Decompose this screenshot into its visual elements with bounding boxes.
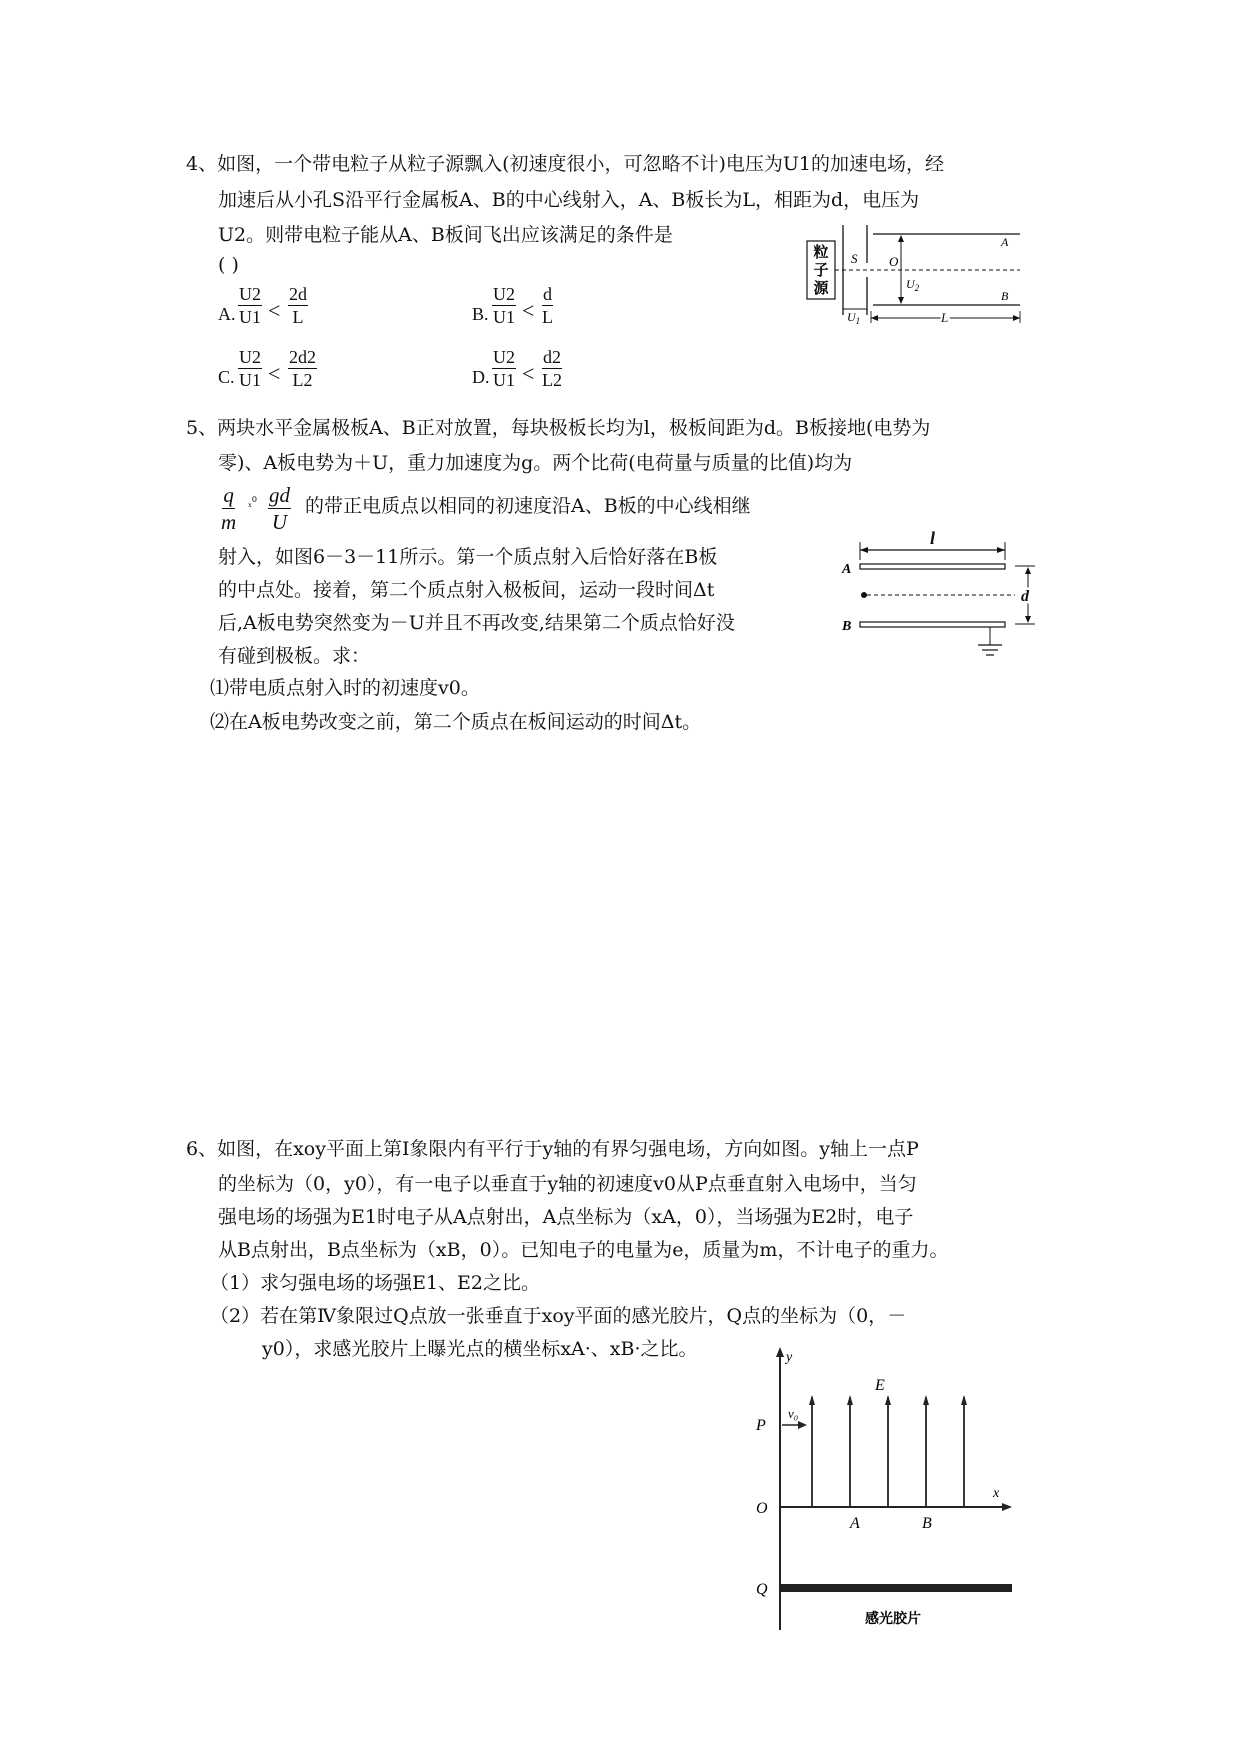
q4-option-a-frac1 [238, 284, 262, 327]
label-e: E [875, 1377, 885, 1394]
l-arrow-left [860, 547, 868, 553]
frac-numerator: U2 [493, 347, 515, 367]
q4-option-b-label: B. [472, 304, 489, 324]
q5-line-3: 的带正电质点以相同的初速度沿A、B板的中心线相继 [305, 495, 751, 517]
label-p: P [756, 1417, 766, 1434]
label-l: l [930, 530, 936, 548]
q5-sub-question-1: ⑴带电质点射入时的初速度v0。 [210, 677, 480, 699]
u2-arrow-head-up [898, 235, 904, 242]
q4-line-2: 加速后从小孔S沿平行金属板A、B的中心线射入，A、B板长为L，相距为d，电压为 [218, 189, 920, 211]
l-arrow-right [997, 547, 1005, 553]
v0-arrow-head [798, 1421, 807, 1429]
photo-film [780, 1584, 1012, 1592]
q5-gd-over-u [268, 483, 291, 534]
plate-b [860, 622, 1005, 627]
d-arrow-up [1025, 567, 1031, 574]
frac-denominator: L [542, 307, 553, 327]
label-y: y [786, 1350, 793, 1365]
q6-line-1: 6、如图，在xoy平面上第Ⅰ象限内有平行于y轴的有界匀强电场，方向如图。y轴上一点P [186, 1138, 919, 1160]
q6-line-2: 的坐标为（0，y0），有一电子以垂直于y轴的初速度v0从P点垂直射入电场中，当匀 [218, 1173, 917, 1195]
frac-denominator: U1 [493, 307, 515, 327]
q6-line-4: 从B点射出，B点坐标为（xB，0）。已知电子的电量为e，质量为m，不计电子的重力。 [218, 1239, 949, 1261]
frac-numerator: d [543, 284, 552, 304]
q5-plates-figure [840, 530, 1040, 660]
q4-option-c-label: C. [218, 367, 235, 387]
label-o: O [889, 254, 899, 269]
frac-numerator: U2 [239, 284, 261, 304]
frac-denominator: U1 [239, 370, 261, 390]
label-d: d [1021, 588, 1029, 605]
q4-option-a-less: < [268, 298, 281, 323]
field-arrow-3 [885, 1395, 891, 1405]
l-arrow-left [871, 315, 878, 321]
q4-option-a-frac2 [288, 284, 308, 327]
label-film: 感光胶片 [865, 1612, 921, 1627]
q4-option-b-frac2 [542, 284, 553, 327]
particle-dot [861, 592, 867, 598]
label-l: L [941, 310, 949, 325]
q6-field-figure [750, 1345, 1030, 1635]
frac-numerator: d2 [543, 347, 561, 367]
label-a: A [850, 1515, 860, 1532]
frac-denominator: U1 [239, 307, 261, 327]
q5-line-4: 射入，如图6－3－11所示。第一个质点射入后恰好落在B板 [218, 546, 718, 568]
source-label-2: 子 [813, 263, 829, 279]
frac-numerator: q [223, 483, 234, 507]
label-u1-sub: 1 [855, 316, 861, 325]
q4-line-3: U2。则带电粒子能从A、B板间飞出应该满足的条件是 [218, 224, 673, 246]
q5-line-1: 5、两块水平金属极板A、B正对放置，每块极板长均为l，极板间距为d。B板接地(电势为 [186, 417, 931, 439]
field-arrow-5 [961, 1395, 967, 1405]
label-u2-main: U [906, 277, 915, 291]
label-b: B [1001, 289, 1009, 303]
field-arrow-4 [923, 1395, 929, 1405]
q6-sub-question-2a: （2）若在第Ⅳ象限过Q点放一张垂直于xoy平面的感光胶片，Q点的坐标为（0，－ [210, 1305, 907, 1327]
plate-a [860, 564, 1005, 569]
q4-option-d-less: < [522, 361, 535, 386]
q4-answer-paren: ( ) [218, 254, 239, 276]
label-a: A [1001, 235, 1009, 249]
u2-arrow-head-down [898, 297, 904, 304]
frac-denominator: m [221, 510, 237, 534]
q5-line-2: 零)、A板电势为＋U，重力加速度为g。两个比荷(电荷量与质量的比值)均为 [218, 452, 853, 474]
q6-sub-question-1: （1）求匀强电场的场强E1、E2之比。 [210, 1272, 541, 1294]
label-b: B [842, 619, 852, 634]
label-q: Q [756, 1581, 768, 1598]
q4-option-d-frac1 [492, 347, 516, 390]
frac-denominator: U [271, 510, 288, 534]
q5-sub-question-2: ⑵在A板电势改变之前，第二个质点在板间运动的时间Δt。 [210, 711, 702, 733]
q4-option-b-frac1 [492, 284, 516, 327]
label-a: A [842, 562, 852, 577]
q5-line-7: 有碰到极板。求： [218, 645, 371, 667]
label-u1-main: U [847, 310, 856, 324]
field-arrow-1 [809, 1395, 815, 1405]
q4-option-d-frac2 [542, 347, 562, 390]
l-arrow-right [1013, 315, 1020, 321]
label-v0: v₀ [788, 1406, 799, 1421]
q4-line-1: 4、如图，一个带电粒子从粒子源飘入(初速度很小，可忽略不计)电压为U1的加速电场，经 [186, 153, 945, 175]
y-axis-arrow [776, 1347, 784, 1357]
q4-option-c-frac1 [238, 347, 262, 390]
label-u1 [847, 310, 860, 325]
q5-ratio-symbol: ₓ⁰ [248, 494, 257, 509]
q5-line-6: 后,A板电势突然变为－U并且不再改变,结果第二个质点恰好没 [218, 612, 735, 634]
q4-option-a-label: A. [218, 304, 236, 324]
q4-accelerator-figure [805, 225, 1035, 325]
label-b: B [922, 1515, 932, 1532]
q4-option-b-less: < [522, 298, 535, 323]
source-label-3: 源 [813, 281, 829, 297]
label-x: x [993, 1486, 1000, 1501]
label-u2 [906, 277, 920, 293]
q5-line-5: 的中点处。接着，第二个质点射入极板间，运动一段时间Δt [218, 579, 715, 601]
q6-sub-question-2b: y0），求感光胶片上曝光点的横坐标xA·、xB·之比。 [262, 1338, 698, 1360]
source-label-1: 粒 [813, 245, 829, 261]
frac-denominator: L [292, 307, 304, 327]
frac-denominator: U1 [493, 370, 515, 390]
x-axis-arrow [1002, 1503, 1012, 1511]
frac-numerator: 2d [289, 284, 307, 304]
frac-numerator: 2d2 [289, 347, 316, 367]
q4-option-c-frac2 [288, 347, 317, 390]
label-u2-sub: 2 [914, 283, 920, 293]
q4-option-d-label: D. [472, 367, 490, 387]
q6-line-3: 强电场的场强为E1时电子从A点射出，A点坐标为（xA，0），当场强为E2时，电子 [218, 1206, 914, 1228]
field-arrow-2 [847, 1395, 853, 1405]
d-arrow-down [1025, 616, 1031, 623]
frac-numerator: gd [269, 483, 290, 507]
label-o: O [756, 1500, 768, 1517]
frac-denominator: L2 [292, 370, 313, 390]
label-s: S [851, 251, 858, 266]
q4-option-c-less: < [268, 361, 281, 386]
frac-numerator: U2 [239, 347, 261, 367]
frac-numerator: U2 [493, 284, 515, 304]
frac-denominator: L2 [542, 370, 562, 390]
q5-charge-ratio [221, 483, 236, 534]
